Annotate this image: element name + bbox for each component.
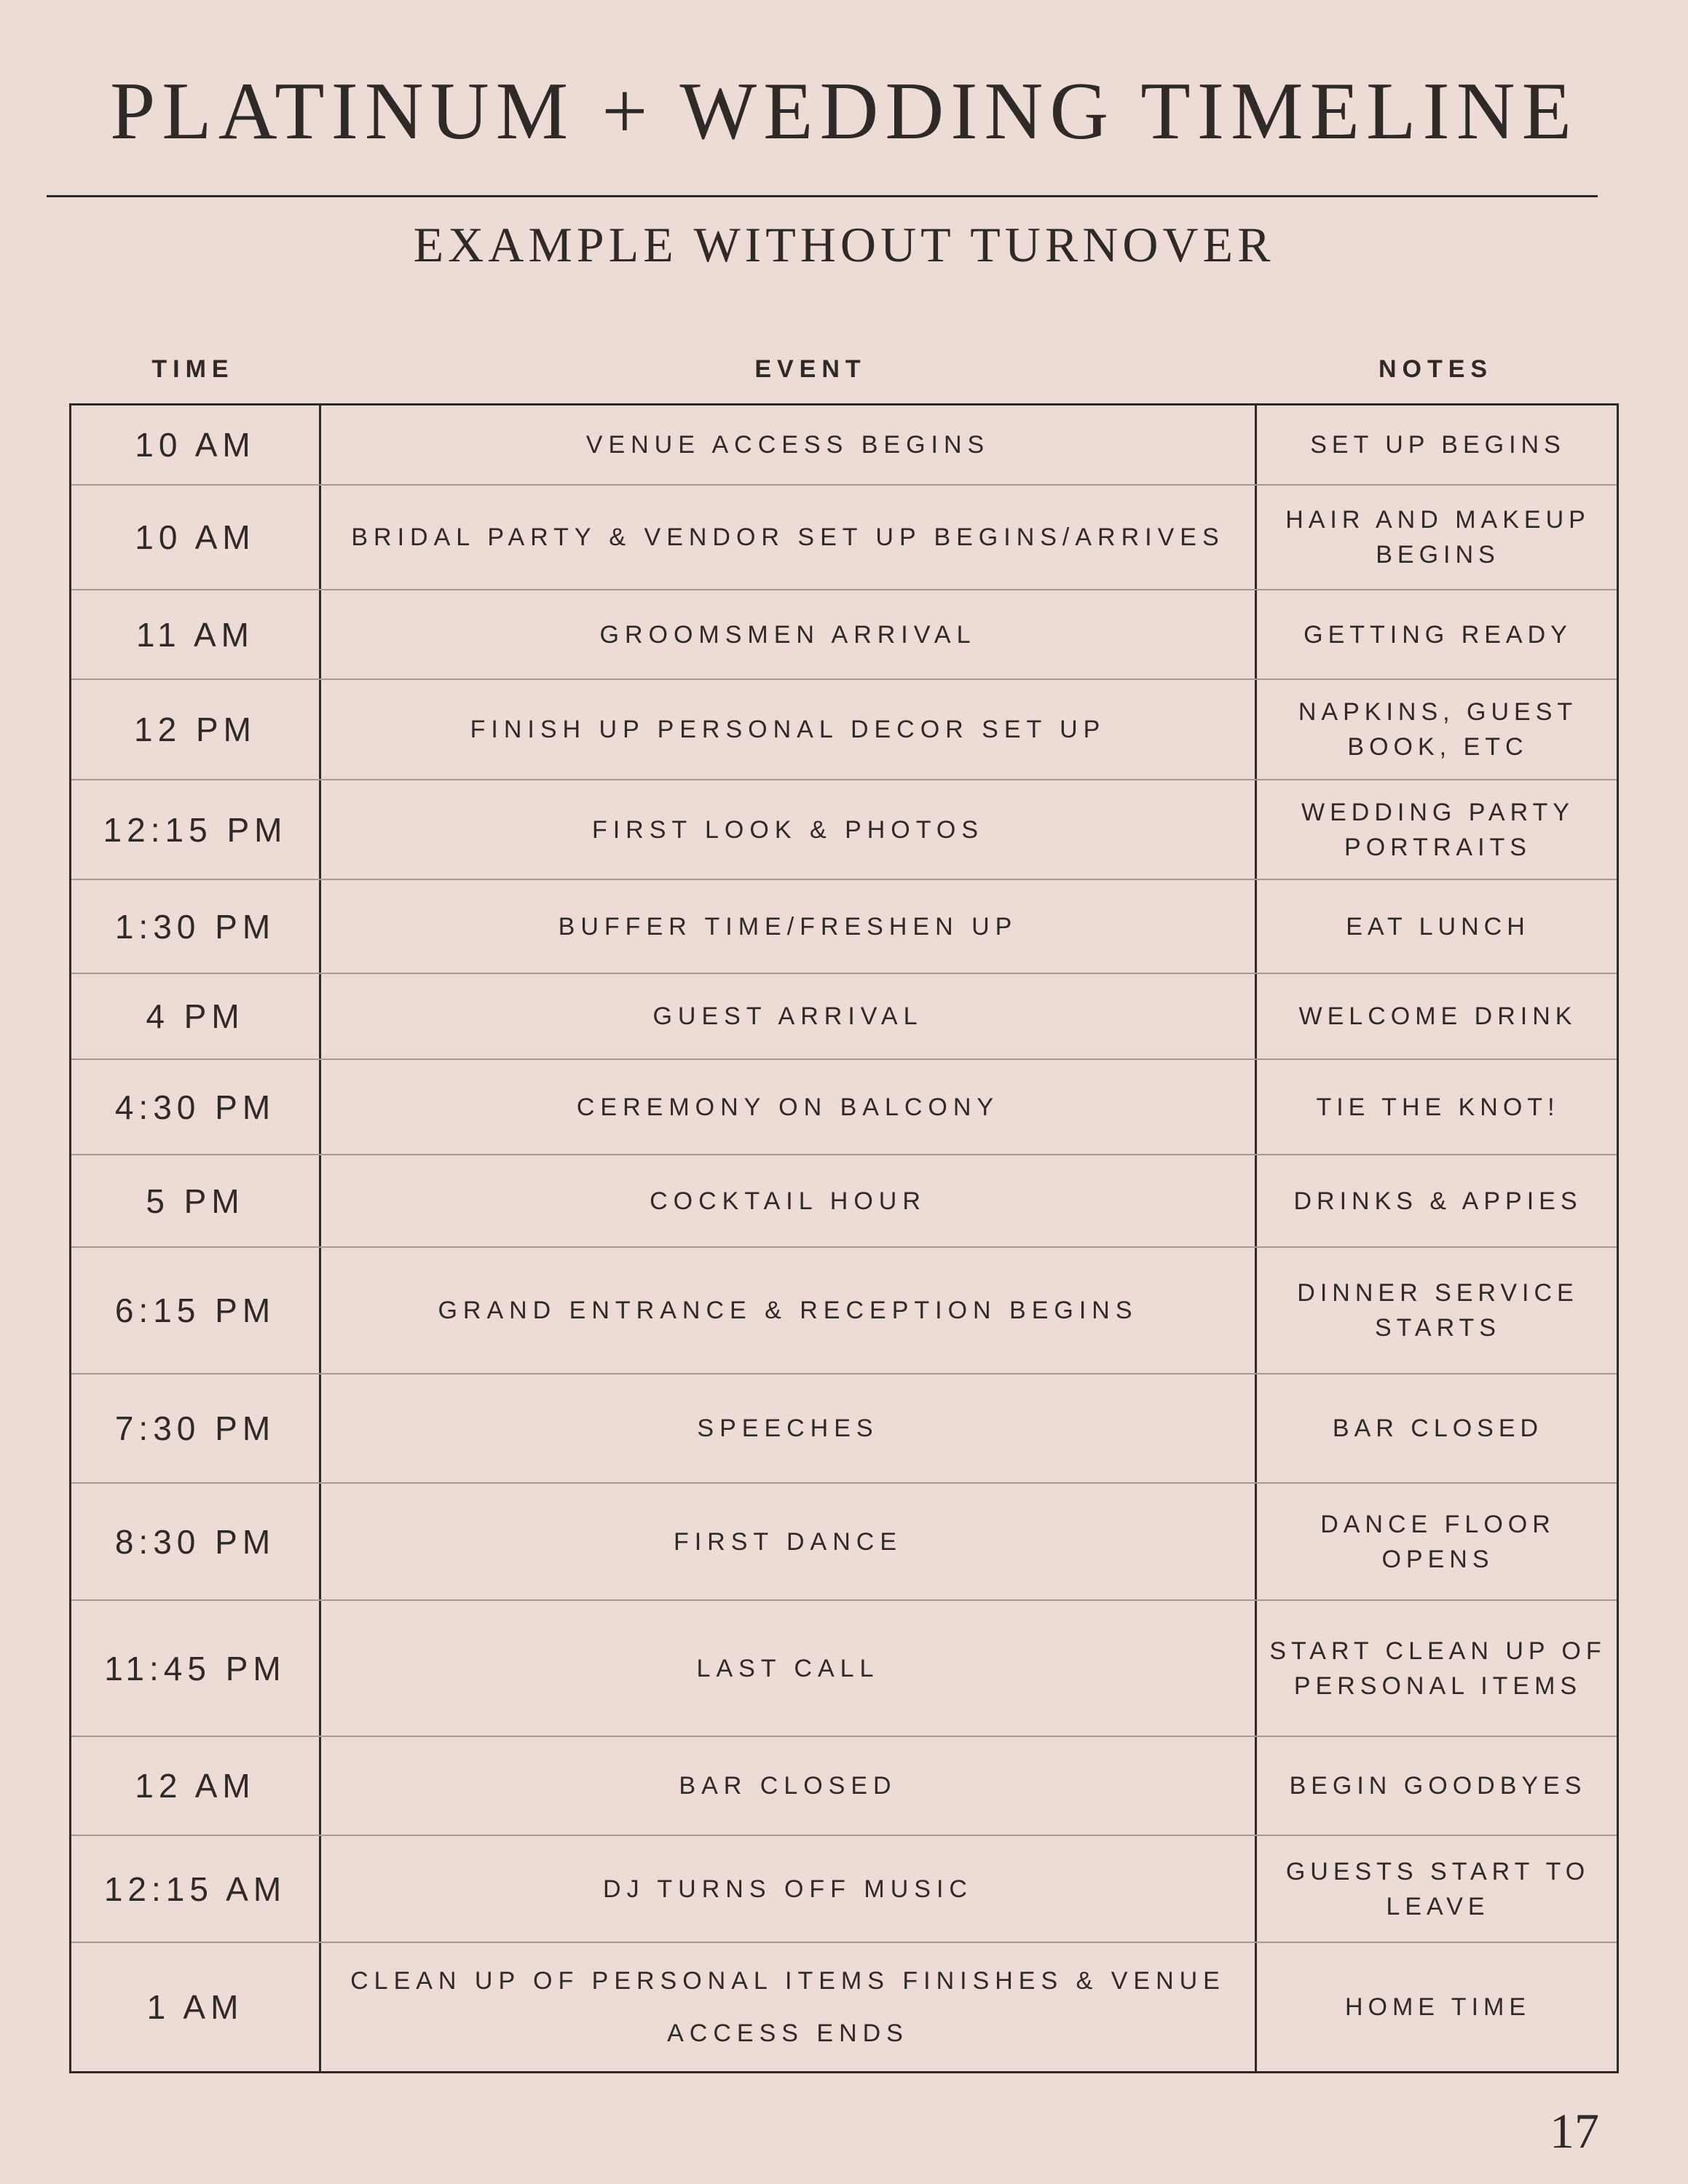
time-cell: 11:45 PM xyxy=(104,1649,286,1688)
title-divider xyxy=(47,195,1598,197)
page-title: PLATINUM + WEDDING TIMELINE xyxy=(109,66,1579,157)
time-cell: 6:15 PM xyxy=(114,1291,276,1329)
table-row xyxy=(71,1484,1617,1601)
time-cell: 10 AM xyxy=(135,518,256,556)
time-cell: 8:30 PM xyxy=(114,1522,276,1561)
page-subtitle: EXAMPLE WITHOUT TURNOVER xyxy=(413,217,1275,272)
table-row xyxy=(71,974,1617,1060)
notes-cell: SET UP BEGINS xyxy=(1310,431,1566,459)
event-cell: SPEECHES xyxy=(697,1415,879,1442)
notes-cell: DRINKS & APPIES xyxy=(1293,1187,1582,1215)
table-row xyxy=(71,405,1617,486)
time-cell: 1 AM xyxy=(146,1988,244,2026)
time-cell: 5 PM xyxy=(146,1182,245,1220)
notes-cell: HOME TIME xyxy=(1344,1993,1531,2021)
timeline-table xyxy=(69,403,1619,2073)
event-cell: DJ TURNS OFF MUSIC xyxy=(603,1875,973,1903)
notes-cell: GUESTS START TO LEAVE xyxy=(1285,1857,1590,1920)
table-row xyxy=(71,1737,1617,1836)
notes-cell: BEGIN GOODBYES xyxy=(1289,1772,1587,1800)
event-cell: GRAND ENTRANCE & RECEPTION BEGINS xyxy=(438,1297,1138,1324)
table-row xyxy=(71,1374,1617,1484)
notes-cell: BAR CLOSED xyxy=(1332,1415,1544,1442)
event-cell: GUEST ARRIVAL xyxy=(652,1002,923,1030)
table-row xyxy=(71,1943,1617,2071)
event-cell: BRIDAL PARTY & VENDOR SET UP BEGINS/ARRIVES xyxy=(351,523,1225,551)
notes-cell: DINNER SERVICE STARTS xyxy=(1297,1279,1579,1342)
event-cell: VENUE ACCESS BEGINS xyxy=(585,431,990,459)
table-row xyxy=(71,680,1617,780)
time-cell: 4 PM xyxy=(146,997,245,1035)
notes-cell: WELCOME DRINK xyxy=(1298,1002,1577,1030)
table-row xyxy=(71,1155,1617,1248)
table-row xyxy=(71,880,1617,974)
notes-cell: HAIR AND MAKEUP BEGINS xyxy=(1285,506,1590,569)
page-number: 17 xyxy=(1550,2103,1599,2159)
table-row xyxy=(71,1836,1617,1943)
time-cell: 11 AM xyxy=(136,615,254,654)
event-cell: BUFFER TIME/FRESHEN UP xyxy=(558,912,1018,941)
notes-cell: NAPKINS, GUEST BOOK, ETC xyxy=(1298,698,1578,761)
table-row xyxy=(71,486,1617,590)
time-cell: 10 AM xyxy=(135,426,256,464)
time-cell: 12:15 PM xyxy=(103,810,288,849)
time-cell: 7:30 PM xyxy=(114,1409,276,1447)
table-row xyxy=(71,1060,1617,1155)
notes-cell: EAT LUNCH xyxy=(1346,912,1530,941)
event-cell: LAST CALL xyxy=(696,1654,880,1682)
table-row xyxy=(71,1601,1617,1737)
time-cell: 1:30 PM xyxy=(114,907,276,946)
event-cell: CLEAN UP OF PERSONAL ITEMS FINISHES & VENUE ACCESS ENDS xyxy=(350,1967,1226,2047)
notes-cell: TIE THE KNOT! xyxy=(1316,1093,1560,1121)
event-cell: FINISH UP PERSONAL DECOR SET UP xyxy=(470,716,1106,743)
column-header-time: TIME xyxy=(151,355,234,383)
notes-cell: START CLEAN UP OF PERSONAL ITEMS xyxy=(1269,1637,1606,1700)
event-cell: COCKTAIL HOUR xyxy=(650,1187,926,1215)
column-header-notes: NOTES xyxy=(1378,355,1494,383)
event-cell: FIRST DANCE xyxy=(673,1527,903,1556)
time-cell: 4:30 PM xyxy=(114,1088,276,1126)
event-cell: GROOMSMEN ARRIVAL xyxy=(599,620,977,649)
table-row xyxy=(71,590,1617,680)
time-cell: 12:15 AM xyxy=(103,1870,287,1908)
table-row xyxy=(71,1248,1617,1374)
event-cell: FIRST LOOK & PHOTOS xyxy=(591,815,985,844)
notes-cell: WEDDING PARTY PORTRAITS xyxy=(1301,798,1574,861)
column-header-event: EVENT xyxy=(754,355,867,383)
notes-cell: GETTING READY xyxy=(1304,620,1572,649)
event-cell: BAR CLOSED xyxy=(679,1772,897,1800)
table-row xyxy=(71,780,1617,880)
time-cell: 12 AM xyxy=(135,1767,256,1805)
time-cell: 12 PM xyxy=(134,711,256,748)
notes-cell: DANCE FLOOR OPENS xyxy=(1320,1510,1555,1573)
event-cell: CEREMONY ON BALCONY xyxy=(576,1093,1000,1121)
